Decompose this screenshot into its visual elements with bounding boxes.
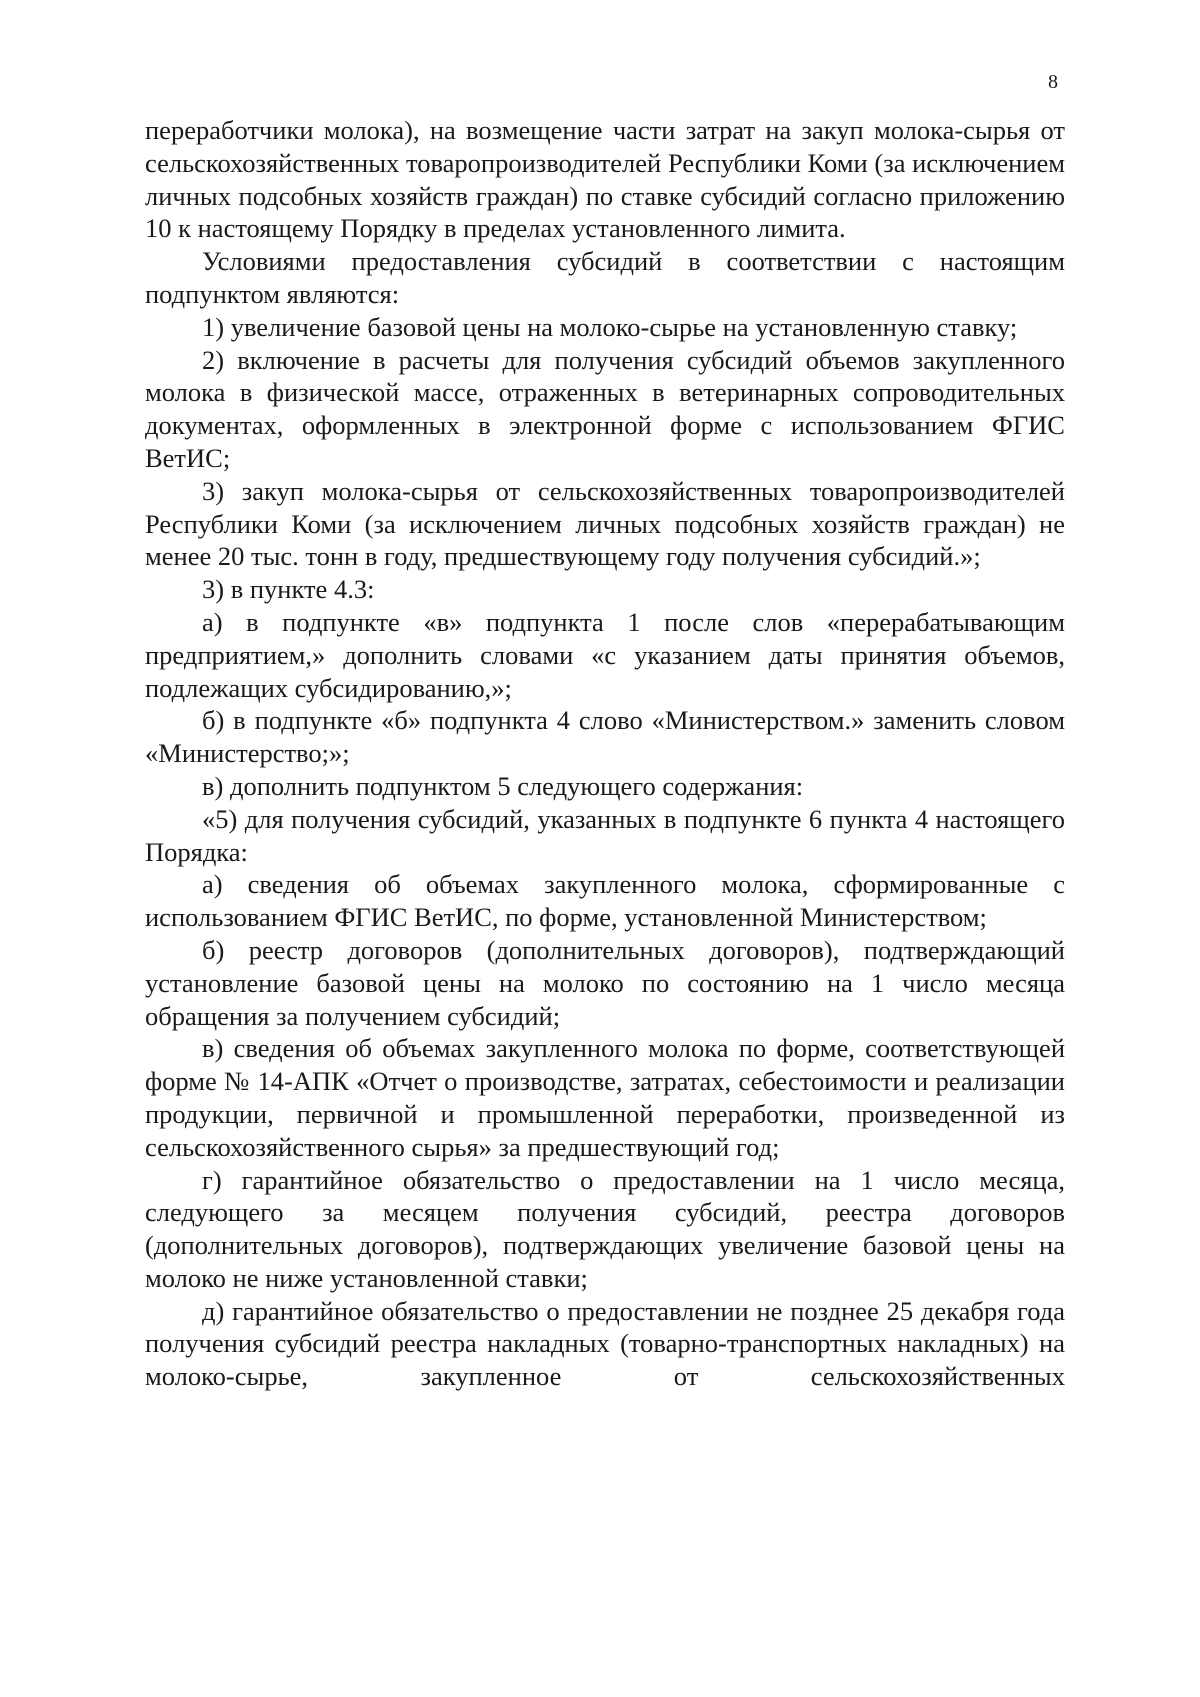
paragraph: а) в подпункте «в» подпункта 1 после слов «перерабатывающим предприятием,» дополнить словами «с указанием даты принятия объемов, подлежащих субсидированию,»; [145,606,1065,703]
paragraph: а) сведения об объемах закупленного молока, сформированные с использованием ФГИС ВетИС, по форме, установленной Министерством; [145,869,1065,933]
paragraph: переработчики молока), на возмещение части затрат на закуп молока-сырья от сельскохозяйственных товаропроизводителей Республики Коми (за исключением личных подсобных хозяйств граждан) по ставке субсидий согласно приложению 10 к настоящему Порядку в пределах установленного лимита. [145,115,1065,244]
paragraph: в) сведения об объемах закупленного молока по форме, соответствующей форме № 14-АПК «Отчет о производстве, затратах, себестоимости и реализации продукции, первичной и промышленной переработки, произведенной из сельскохозяйственного сырья» за предшествующий год; [145,1033,1065,1162]
paragraph: 3) в пункте 4.3: [202,574,375,605]
paragraph: г) гарантийное обязательство о предоставлении на 1 число месяца, следующего за месяцем получения субсидий, реестра договоров (дополнительных договоров), подтверждающих увеличение базовой цены на молоко не ниже установленной ставки; [145,1164,1065,1293]
document-body [145,114,1065,1393]
paragraph: 3) закуп молока-сырья от сельскохозяйственных товаропроизводителей Республики Коми (за исключением личных подсобных хозяйств граждан) не менее 20 тыс. тонн в году, предшествующему году получения субсидий.»; [145,475,1065,572]
paragraph: в) дополнить подпунктом 5 следующего содержания: [202,770,804,801]
paragraph: 2) включение в расчеты для получения субсидий объемов закупленного молока в физической массе, отраженных в ветеринарных сопроводительных документах, оформленных в электронной форме с использованием ФГИС ВетИС; [145,344,1065,473]
paragraph: д) гарантийное обязательство о предоставлении не позднее 25 декабря года получения субсидий реестра накладных (товарно-транспортных накладных) на молоко-сырье, закупленное от сельскохозяйственных [145,1295,1065,1392]
paragraph: 1) увеличение базовой цены на молоко-сырье на установленную ставку; [202,311,1018,342]
paragraph: б) в подпункте «б» подпункта 4 слово «Министерством.» заменить словом «Министерство;»; [145,705,1065,769]
paragraph: Условиями предоставления субсидий в соответствии с настоящим подпунктом являются: [145,246,1065,309]
paragraph: б) реестр договоров (дополнительных договоров), подтверждающий установление базовой цены на молоко по состоянию на 1 число месяца обращения за получением субсидий; [145,934,1065,1031]
paragraph: «5) для получения субсидий, указанных в подпункте 6 пункта 4 настоящего Порядка: [145,803,1065,867]
page-number: 8 [1048,71,1058,93]
